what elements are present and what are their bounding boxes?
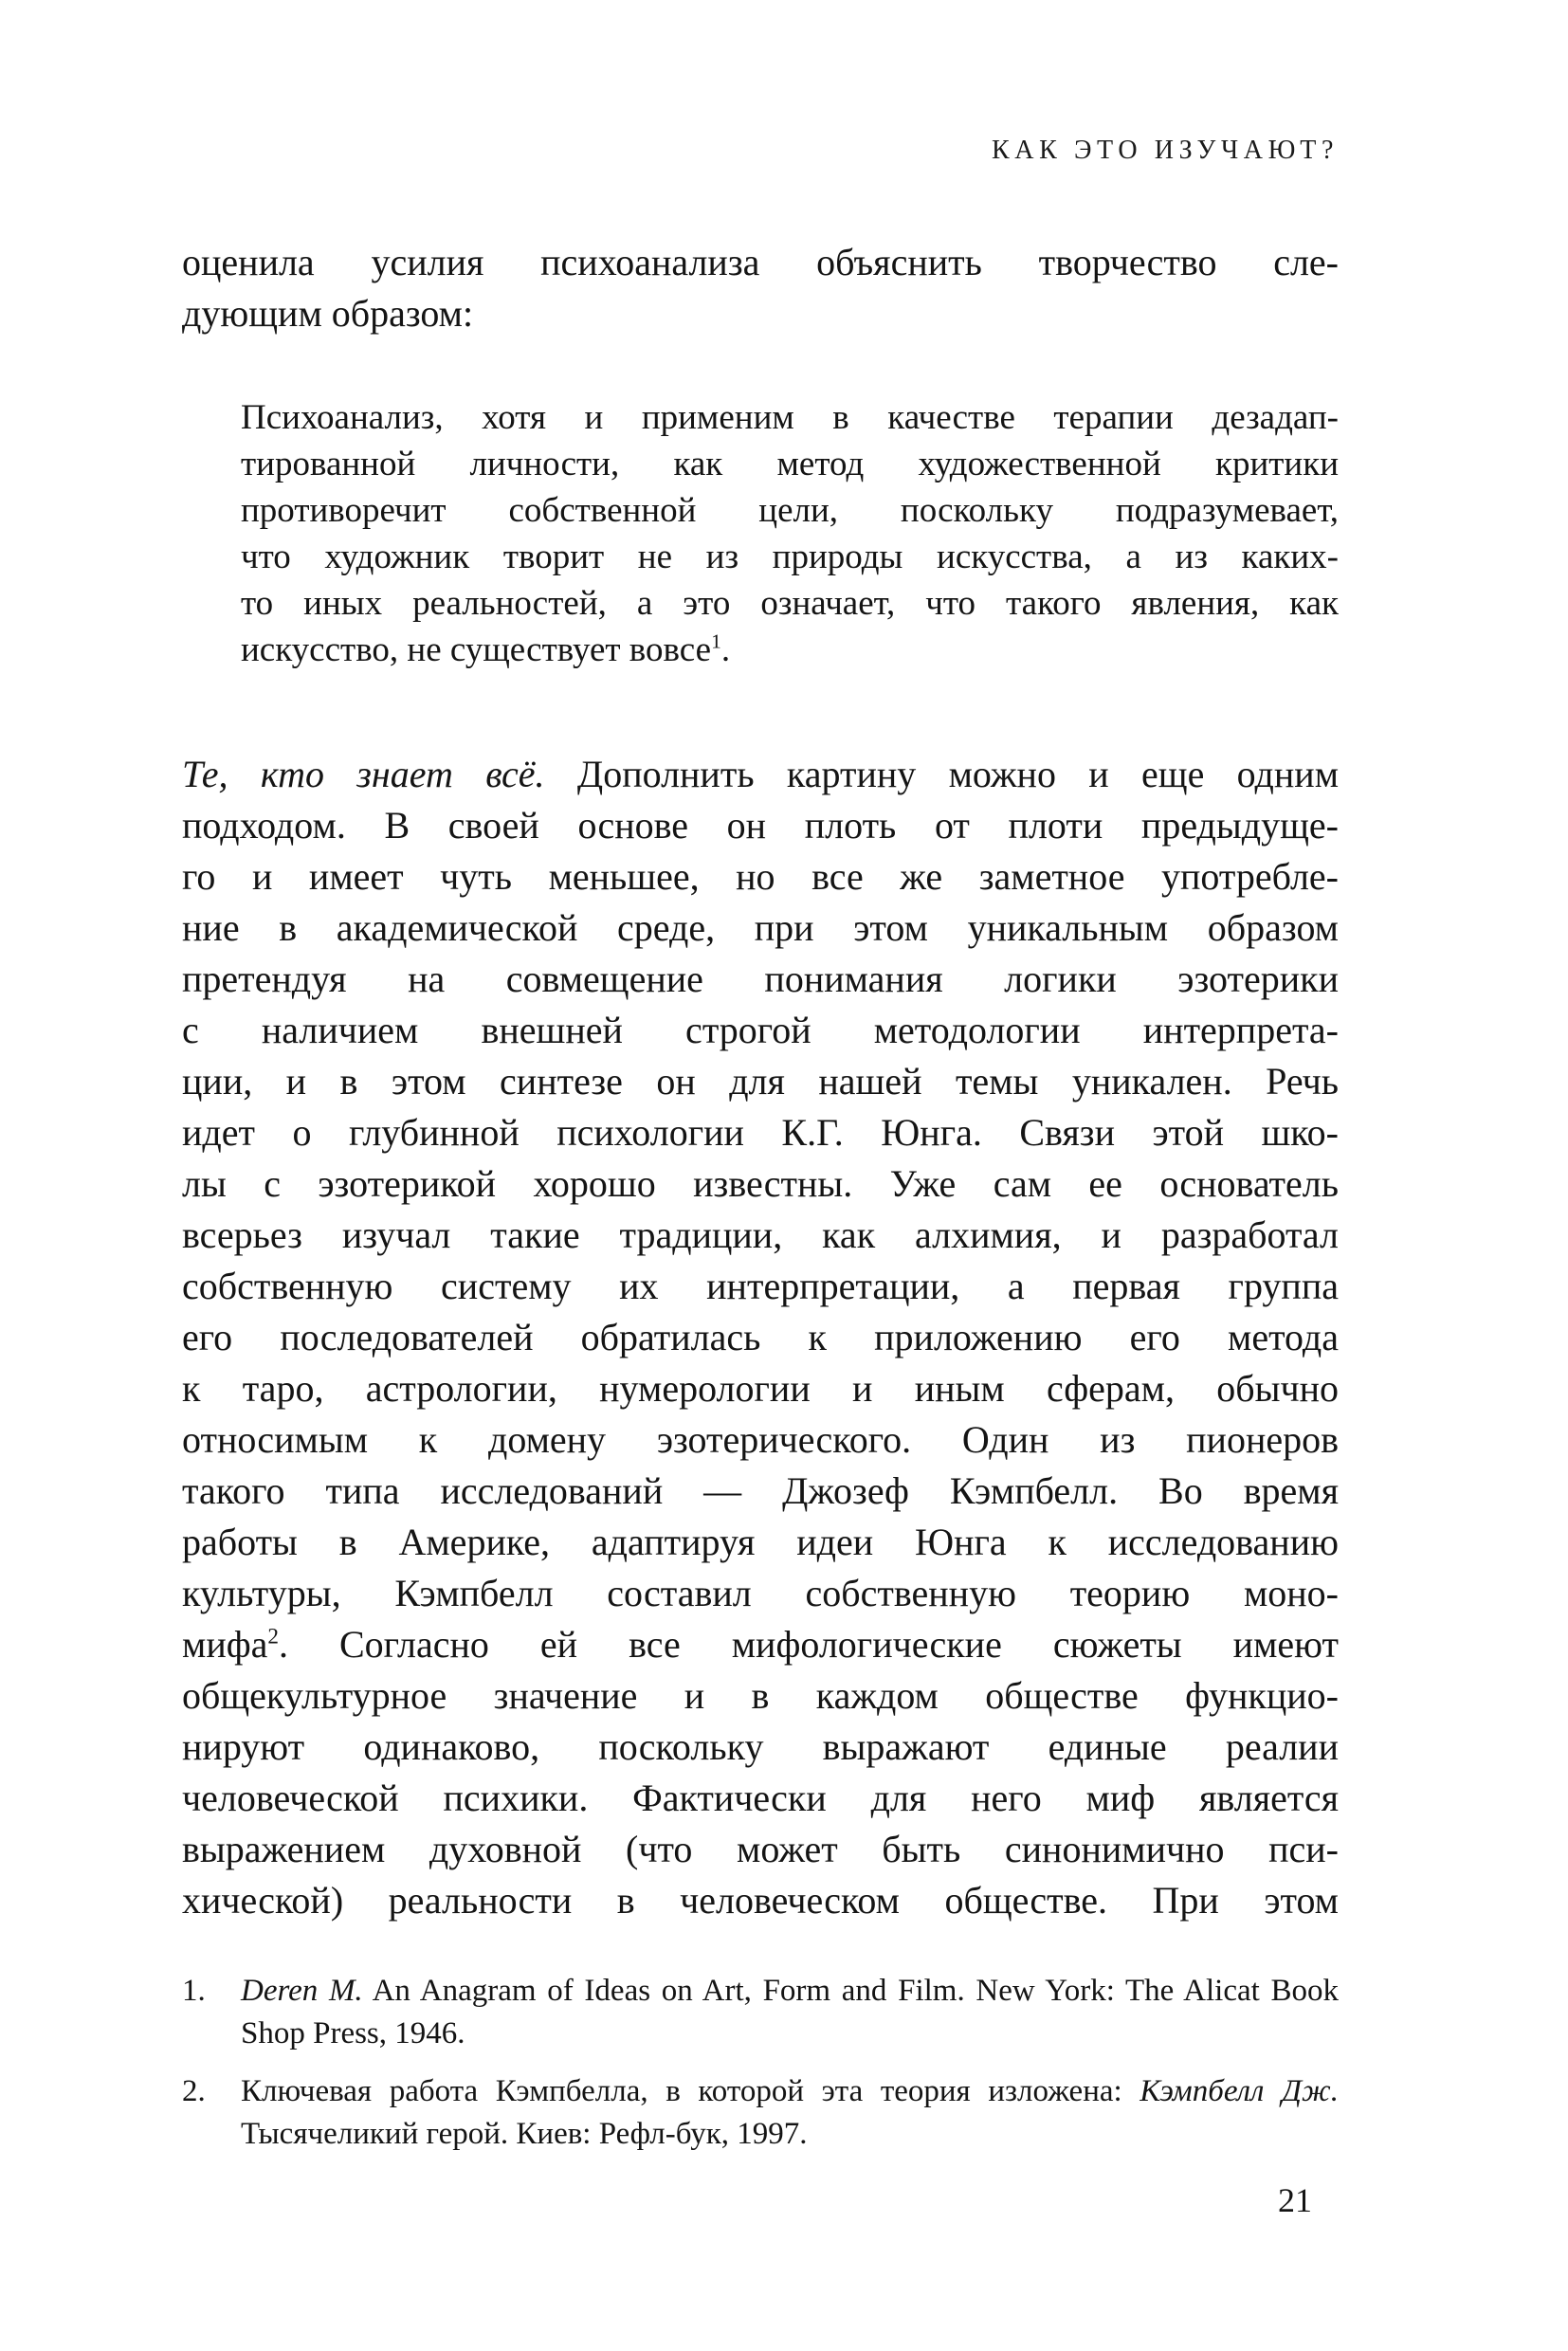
footnote-citation: An Anagram of Ideas on Art, Form and Film. New York: The Alicat Book Shop Press, 1946. xyxy=(241,1974,1340,2050)
text-line: то иных реальностей, а это означает, что такого явления, как xyxy=(241,584,1339,623)
text-line: ции, и в этом синтезе он для нашей темы уникален. Речь xyxy=(182,1060,1339,1103)
footnote-marker: 2. xyxy=(182,2074,206,2108)
text-line: относимым к домену эзотерического. Один из пионеров xyxy=(182,1418,1339,1461)
footnote-citation: Тысячеликий герой. Киев: Рефл-бук, 1997. xyxy=(241,2117,808,2151)
quote-text: искусство, не существует вовсе xyxy=(241,630,712,669)
text-line: нируют одинаково, поскольку выражают единые реалии xyxy=(182,1725,1339,1768)
text-line: культуры, Кэмпбелл составил собственную теорию моно- xyxy=(182,1572,1339,1614)
text-line: противоречит собственной цели, поскольку подразумевает, xyxy=(241,491,1339,530)
footnote-citation: Ключевая работа Кэмпбелла, в которой эта теория изложена: xyxy=(241,2074,1140,2108)
text-line: его последователей обратилась к приложению его метода xyxy=(182,1316,1339,1358)
text-line xyxy=(182,1619,1339,1670)
text-line: ние в академической среде, при этом уникальным образом xyxy=(182,906,1339,949)
text-line: идет о глубинной психологии К.Г. Юнга. Связи этой шко- xyxy=(182,1111,1339,1154)
text-line: работы в Америке, адаптируя идеи Юнга к исследованию xyxy=(182,1521,1339,1563)
text-line: общекультурное значение и в каждом обществе функцио- xyxy=(182,1674,1339,1717)
main-text: мифа xyxy=(182,1623,268,1666)
quote-text-tail: . xyxy=(720,630,731,669)
text-line: го и имеет чуть меньшее, но все же заметное употребле- xyxy=(182,855,1339,898)
footnote-author-italic: Deren M. xyxy=(241,1974,363,2008)
footnote-ref-2: 2 xyxy=(267,1624,279,1649)
text-line: выражением духовной (что может быть синонимично пси- xyxy=(182,1828,1339,1870)
text-line: Психоанализ, хотя и применим в качестве терапии дезадап- xyxy=(241,398,1339,437)
text-line: оценила усилия психоанализа объяснить творчество сле- xyxy=(182,241,1339,283)
text-line: всерьез изучал такие традиции, как алхимия, и разработал xyxy=(182,1213,1339,1256)
text-line xyxy=(241,627,1339,673)
footnote-1 xyxy=(182,1970,1339,2055)
footnote-text xyxy=(241,1970,1339,2055)
paragraph-intro xyxy=(182,237,1339,339)
text-line: что художник творит не из природы искусства, а из каких- xyxy=(241,538,1339,576)
text-line: подходом. В своей основе он плоть от плоти предыдуще- xyxy=(182,804,1339,847)
footnote-2 xyxy=(182,2070,1339,2156)
lead-in-italic: Те, кто знает всё. xyxy=(182,753,545,795)
paragraph-main xyxy=(182,749,1339,1926)
footnotes-block xyxy=(182,1970,1339,2156)
main-text-tail: . Согласно ей все мифологические сюжеты имеют xyxy=(278,1623,1339,1666)
text-line: к таро, астрологии, нумерологии и иным сферам, обычно xyxy=(182,1367,1339,1410)
footnote-author-italic: Кэмпбелл Дж. xyxy=(1140,2074,1339,2108)
text-line: такого типа исследований — Джозеф Кэмпбелл. Во время xyxy=(182,1469,1339,1512)
running-header: КАК ЭТО ИЗУЧАЮТ? xyxy=(991,136,1339,165)
text-line xyxy=(182,749,1339,800)
block-quote xyxy=(182,394,1339,673)
footnote-ref-1: 1 xyxy=(711,629,721,653)
text-line: хической) реальности в человеческом обществе. При этом xyxy=(182,1879,1339,1922)
text-line: собственную систему их интерпретации, а первая группа xyxy=(182,1265,1339,1307)
footnote-text xyxy=(241,2070,1339,2156)
text-line: с наличием внешней строгой методологии интерпрета- xyxy=(182,1009,1339,1051)
footnote-marker: 1. xyxy=(182,1974,206,2008)
text-line: лы с эзотерикой хорошо известны. Уже сам ее основатель xyxy=(182,1162,1339,1205)
page-number: 21 xyxy=(1278,2181,1312,2219)
text-line: претендуя на совмещение понимания логики эзотерики xyxy=(182,957,1339,1000)
text-line: дующим образом: xyxy=(182,292,474,335)
lead-in-rest: Дополнить картину можно и еще одним xyxy=(544,753,1340,795)
text-line: тированной личности, как метод художественной критики xyxy=(241,445,1339,483)
text-line: человеческой психики. Фактически для него миф является xyxy=(182,1777,1339,1819)
